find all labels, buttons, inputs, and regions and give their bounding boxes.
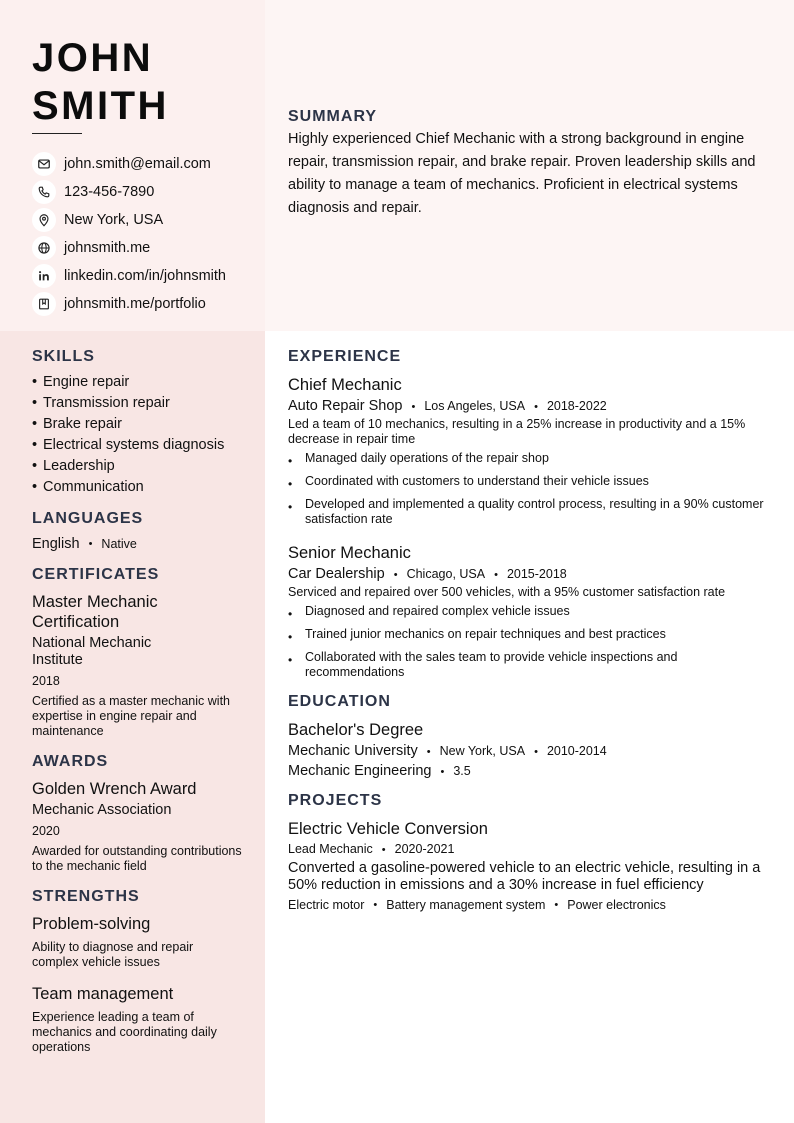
education-gpa: 3.5 — [453, 764, 471, 778]
strengths-section — [32, 888, 242, 1055]
contact-portfolio[interactable] — [32, 290, 226, 318]
sidebar-content — [32, 348, 242, 1055]
skill-item: • Brake repair — [32, 416, 122, 432]
skill-item: • Engine repair — [32, 374, 130, 390]
skills-title: SKILLS — [32, 348, 95, 365]
certificates-title: CERTIFICATES — [32, 566, 160, 583]
candidate-name — [32, 34, 169, 130]
education-dates: 2010-2014 — [546, 744, 607, 758]
job-title: Chief Mechanic — [288, 376, 402, 394]
certificate-issuer: National Mechanic Institute — [32, 635, 152, 668]
education-field-row: Mechanic Engineering • 3.5 — [288, 763, 471, 779]
job-summary: Serviced and repaired over 500 vehicles, with a 95% customer satisfaction rate — [288, 585, 726, 599]
summary-section — [288, 108, 772, 220]
skills-section — [32, 348, 242, 496]
skill-item: • Communication — [32, 479, 144, 495]
name-divider — [32, 133, 82, 134]
phone-icon — [32, 180, 56, 204]
contact-location-text: New York, USA — [64, 212, 164, 228]
project-tag: Electric motor — [288, 898, 365, 912]
projects-section — [288, 792, 768, 912]
education-location: New York, USA — [439, 744, 526, 758]
project-dates: 2020-2021 — [394, 842, 455, 856]
job-entry — [288, 543, 768, 680]
award-year: 2020 — [32, 824, 60, 838]
project-name: Electric Vehicle Conversion — [288, 820, 488, 838]
education-meta: Mechanic University • New York, USA • 2010-2014 — [288, 743, 607, 759]
strength-name: Team management — [32, 985, 174, 1003]
job-bullet: • Diagnosed and repaired complex vehicle issues — [288, 604, 570, 621]
job-summary: Led a team of 10 mechanics, resulting in a 25% increase in productivity and a 15% decrease in repair time — [288, 417, 746, 446]
contact-list — [32, 150, 226, 318]
project-tags: Electric motor • Battery management system • Power electronics — [288, 898, 666, 912]
summary-text: Highly experienced Chief Mechanic with a strong background in engine repair, transmission repair, and brake repair. Proven leadership skills and ability to manage a team of mechanics. Proficient in electrical systems diagnosis and repair. — [288, 131, 756, 216]
projects-title: PROJECTS — [288, 792, 383, 809]
project-role: Lead Mechanic — [288, 842, 373, 856]
project-description: Converted a gasoline-powered vehicle to an electric vehicle, resulting in a 50% reduction in emissions and a 30% increase in fuel efficiency — [288, 860, 761, 893]
contact-phone[interactable] — [32, 178, 226, 206]
contact-portfolio-text: johnsmith.me/portfolio — [64, 296, 206, 312]
job-entry — [288, 375, 768, 527]
experience-section — [288, 348, 768, 680]
award-name: Golden Wrench Award — [32, 780, 197, 798]
job-location: Los Angeles, USA — [424, 399, 526, 413]
award-issuer: Mechanic Association — [32, 802, 172, 818]
job-company: Car Dealership — [288, 566, 385, 582]
job-meta: Car Dealership • Chicago, USA • 2015-2018 — [288, 566, 567, 582]
job-location: Chicago, USA — [406, 567, 486, 581]
main-content — [288, 348, 768, 912]
skills-list — [32, 374, 242, 496]
contact-linkedin-text: linkedin.com/in/johnsmith — [64, 268, 226, 284]
job-meta: Auto Repair Shop • Los Angeles, USA • 2018-2022 — [288, 398, 607, 414]
contact-website-text: johnsmith.me — [64, 240, 151, 256]
job-dates: 2015-2018 — [506, 567, 567, 581]
language-item: English • Native — [32, 536, 137, 552]
globe-icon — [32, 236, 56, 260]
project-meta: Lead Mechanic • 2020-2021 — [288, 842, 455, 856]
languages-section — [32, 510, 242, 552]
linkedin-icon — [32, 264, 56, 288]
certificate-description: Certified as a master mechanic with expertise in engine repair and maintenance — [32, 694, 230, 738]
job-bullet: • Trained junior mechanics on repair techniques and best practices — [288, 627, 666, 644]
language-level: Native — [101, 537, 137, 551]
contact-email[interactable] — [32, 150, 226, 178]
contact-location — [32, 206, 226, 234]
job-bullet: • Developed and implemented a quality control process, resulting in a 90% customer satisfaction rate — [288, 497, 764, 526]
job-bullet: • Coordinated with customers to understand their vehicle issues — [288, 474, 649, 491]
award-description: Awarded for outstanding contributions to the mechanic field — [32, 844, 242, 873]
strengths-title: STRENGTHS — [32, 888, 140, 905]
certificate-name: Master Mechanic Certification — [32, 593, 158, 631]
first-name: JOHN — [32, 36, 154, 80]
envelope-icon — [32, 152, 56, 176]
location-pin-icon — [32, 208, 56, 232]
awards-section — [32, 753, 242, 874]
project-tag: Battery management system — [386, 898, 546, 912]
skill-item: • Leadership — [32, 458, 115, 474]
job-company: Auto Repair Shop — [288, 398, 403, 414]
education-title: EDUCATION — [288, 693, 391, 710]
strength-description: Experience leading a team of mechanics and coordinating daily operations — [32, 1010, 217, 1054]
language-name: English — [32, 536, 80, 552]
last-name: SMITH — [32, 84, 169, 128]
contact-linkedin[interactable] — [32, 262, 226, 290]
skill-item: • Electrical systems diagnosis — [32, 437, 225, 453]
certificate-year: 2018 — [32, 674, 60, 688]
education-field: Mechanic Engineering — [288, 763, 432, 779]
contact-website[interactable] — [32, 234, 226, 262]
project-tag: Power electronics — [567, 898, 666, 912]
experience-title: EXPERIENCE — [288, 348, 402, 365]
job-bullet: • Managed daily operations of the repair shop — [288, 451, 549, 468]
bookmark-icon — [32, 292, 56, 316]
strength-name: Problem-solving — [32, 915, 151, 933]
job-bullets — [288, 604, 768, 680]
job-bullet: • Collaborated with the sales team to provide vehicle inspections and recommendations — [288, 650, 678, 679]
job-dates: 2018-2022 — [546, 399, 607, 413]
job-title: Senior Mechanic — [288, 544, 411, 562]
certificates-section — [32, 566, 242, 739]
skill-item: • Transmission repair — [32, 395, 170, 411]
summary-title: SUMMARY — [288, 108, 378, 125]
education-school: Mechanic University — [288, 743, 418, 759]
contact-email-text: john.smith@email.com — [64, 156, 211, 172]
job-bullets — [288, 451, 768, 527]
awards-title: AWARDS — [32, 753, 109, 770]
contact-phone-text: 123-456-7890 — [64, 184, 155, 200]
education-degree: Bachelor's Degree — [288, 721, 424, 739]
education-section — [288, 693, 768, 779]
languages-title: LANGUAGES — [32, 510, 144, 527]
strength-description: Ability to diagnose and repair complex vehicle issues — [32, 940, 194, 969]
